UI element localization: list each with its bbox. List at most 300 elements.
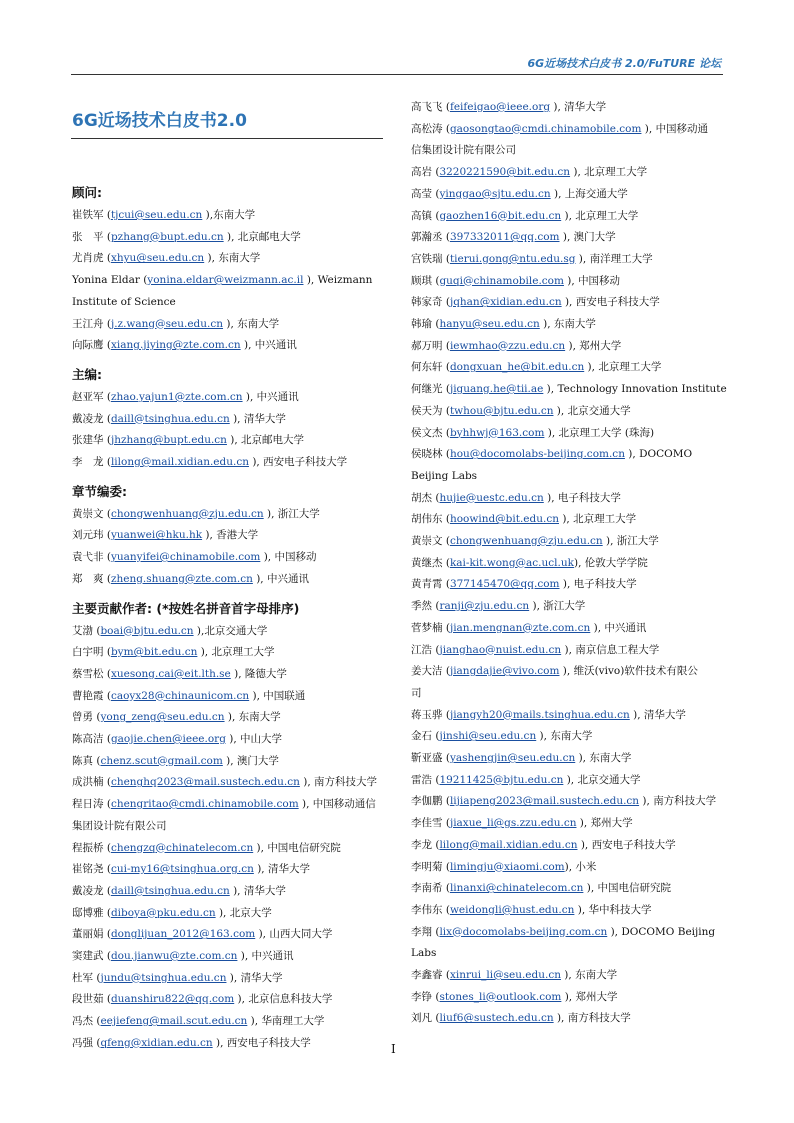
email-link[interactable]: bym@bit.edu.cn [110,646,198,659]
contributor-entry [411,165,647,179]
document-title: 6G近场技术白皮书2.0 [72,111,247,131]
contributor-entry [411,708,686,722]
contributor-entry [72,433,304,447]
contributor-name: 郑 爽 [72,572,104,585]
email-link[interactable]: lijiapeng2023@mail.sustech.edu.cn [449,795,640,808]
email-link[interactable]: xiang.jiying@zte.com.cn [110,339,241,352]
paren-open: ( [103,434,111,447]
email-link[interactable]: dou.jianwu@zte.com.cn [110,950,238,962]
contributor-name: 雷浩 [411,773,432,786]
contributor-name: 赵亚军 [72,390,104,403]
contributor-entry [72,841,341,855]
affiliation: ),北京交通大学 [193,624,268,637]
contributor-name: 杜军 [72,971,93,984]
paren-open: ( [442,621,450,634]
contributor-entry [411,664,698,678]
email-link[interactable]: tierui.gong@ntu.edu.sg [449,252,576,265]
contributor-name: 姜大洁 [411,665,443,678]
contributor-entry [411,577,637,591]
email-link[interactable]: lilong@mail.xidian.edu.cn [110,456,249,468]
affiliation: ), 清华大学 [226,971,283,984]
affiliation: ), 东南大学 [539,318,596,330]
contributor-entry [72,971,283,985]
affiliation: ), 南方科技大学 [553,1012,631,1025]
affiliation: ), 中兴通讯 [252,572,309,585]
paren-open: ( [432,643,440,656]
email-link[interactable]: jinshi@seu.edu.cn [439,730,537,743]
affiliation: ), 东南大学 [224,711,281,724]
affiliation: ), 小米 [564,860,597,873]
page-number: I [391,1042,396,1056]
contributor-name: 张 平 [72,230,104,243]
contributor-name: 黄青霄 [411,578,443,591]
affiliation: ), 南方科技大学 [299,776,377,789]
email-link[interactable]: 19211425@bjtu.edu.cn [439,773,564,786]
contributor-entry [411,382,727,396]
paren-open: ( [93,711,101,724]
email-link[interactable]: feifeigao@ieee.org [449,101,551,113]
email-link[interactable]: gaozhen16@bit.edu.cn [439,209,562,222]
email-link[interactable]: 397332011@qq.com [449,231,560,244]
affiliation: ), 清华大学 [229,884,286,897]
email-link[interactable]: pzhang@bupt.edu.cn [110,230,224,243]
paren-open: ( [442,101,450,113]
contributor-entry [411,925,715,939]
section-heading: 章节编委: [72,483,127,499]
contributor-name: 李 龙 [72,456,104,468]
email-link[interactable]: yashengjin@seu.edu.cn [449,752,576,764]
email-link[interactable]: jiangyh20@mails.tsinghua.edu.cn [449,708,630,721]
paren-open: ( [432,838,440,851]
paren-open: ( [103,798,111,811]
contributor-entry [411,599,585,613]
contributor-entry [411,773,640,787]
contributor-entry [411,230,616,244]
affiliation-continuation: Institute of Science [72,295,176,308]
contributor-entry [411,621,646,635]
contributor-name: 侯晓林 [411,448,443,461]
paren-open: ( [103,252,111,265]
contributor-name: 董丽娟 [72,928,104,941]
contributor-name: 江浩 [411,643,432,656]
paren-open: ( [103,646,111,659]
paren-open: ( [432,187,440,200]
email-link[interactable]: donglijuan_2012@163.com [110,928,256,941]
contributor-name: 蒋玉骅 [411,708,443,721]
email-link[interactable]: jianghao@nuist.edu.cn [439,643,562,656]
contributor-entry [72,550,316,564]
paren-open: ( [432,1012,440,1025]
contributor-name: 刘元玮 [72,529,104,542]
header-rule [71,74,723,75]
paren-open: ( [442,665,450,678]
email-link[interactable]: hujie@uestc.edu.cn [439,491,544,504]
email-link[interactable]: twhou@bjtu.edu.cn [449,404,554,417]
email-link[interactable]: dongxuan_he@bit.edu.cn [449,361,585,374]
contributor-name: 高镇 [411,209,432,222]
paren-open: ( [103,733,111,745]
affiliation: ), 清华大学 [550,101,607,113]
affiliation: ), 西安电子科技大学 [577,838,676,851]
affiliation: ), 郑州大学 [561,990,618,1003]
contributor-entry [411,794,716,808]
affiliation: ), 中国移动通 [641,122,709,135]
contributor-entry [411,643,659,657]
affiliation: ), DOCOMO [624,448,693,461]
affiliation: ), 北京交通大学 [563,773,641,786]
affiliation-continuation: Labs [411,947,437,960]
affiliation-continuation: 信集团设计院有限公司 [411,144,516,157]
contributor-name: Yonina Eldar [72,274,140,287]
email-link[interactable]: xhyu@seu.edu.cn [110,252,205,265]
email-link[interactable]: lilong@mail.xidian.edu.cn [439,838,578,851]
affiliation: ), 浙江大学 [602,535,659,547]
affiliation: ), 山西大同大学 [255,928,333,941]
contributor-name: 李明菊 [411,860,443,873]
contributor-entry [411,534,659,548]
email-link[interactable]: iewmhao@zzu.edu.cn [449,339,566,352]
contributor-entry [411,122,708,136]
contributor-entry [411,404,631,418]
contributor-name: 崔铁军 [72,209,104,221]
running-header: 6G近场技术白皮书 2.0/FuTURE 论坛 [527,57,721,70]
contributor-entry [72,667,287,681]
affiliation: ), 中兴通讯 [237,950,294,962]
contributor-name: 冯强 [72,1036,93,1049]
contributor-name: 李佳雪 [411,817,443,830]
paren-open: ( [442,860,450,873]
email-link[interactable]: daill@tsinghua.edu.cn [110,884,230,897]
contributor-name: 侯文杰 [411,426,443,439]
paren-open: ( [93,1015,101,1028]
contributor-name: 窦建武 [72,950,104,962]
affiliation: ), 南洋理工大学 [575,252,653,265]
affiliation: ), 北京大学 [215,906,272,919]
paren-open: ( [442,556,450,569]
email-link[interactable]: linanxi@chinatelecom.cn [449,882,584,895]
contributor-entry [72,273,372,287]
contributor-name: 蔡雪松 [72,667,104,680]
email-link[interactable]: stones_li@outlook.com [439,990,562,1003]
email-link[interactable]: gaosongtao@cmdi.chinamobile.com [449,122,642,135]
email-link[interactable]: lix@docomolabs-beijing.com.cn [439,925,608,938]
affiliation: ), 东南大学 [536,730,593,743]
paren-open: ( [442,578,450,591]
paren-open: ( [103,884,111,897]
contributor-name: 尤肖虎 [72,252,104,265]
contributor-entry [72,624,267,638]
affiliation: ), 澳门大学 [222,754,279,767]
contributor-entry [72,572,309,586]
email-link[interactable]: tjcui@seu.edu.cn [110,209,203,221]
paren-open: ( [442,535,450,547]
affiliation: ), 北京信息科技大学 [234,993,333,1006]
email-link[interactable]: jian.mengnan@zte.com.cn [449,621,591,634]
email-link[interactable]: limingju@xiaomi.com [449,860,565,873]
affiliation: ), 香港大学 [202,529,259,542]
title-rule [71,138,383,139]
email-link[interactable]: yuanyifei@chinamobile.com [110,551,261,564]
contributor-entry [411,751,631,765]
email-link[interactable]: caoyx28@chinaunicom.cn [110,689,250,702]
contributor-name: 菅梦楠 [411,621,443,634]
affiliation: ), 北京邮电大学 [223,230,301,243]
contributor-entry [411,903,652,917]
contributor-entry [72,251,260,265]
email-link[interactable]: kai-kit.wong@ac.ucl.uk [449,556,574,569]
affiliation: ), 中国联通 [249,689,306,702]
contributor-entry [72,862,310,876]
email-link[interactable]: jiguang.he@tii.ae [449,383,544,396]
email-link[interactable]: chengritao@cmdi.chinamobile.com [110,798,299,811]
contributor-entry [72,317,279,331]
affiliation: ), 西安电子科技大学 [249,456,348,468]
affiliation: ), 东南大学 [223,317,280,330]
contributor-entry [72,412,286,426]
affiliation: ), Technology Innovation Institute [543,383,727,396]
paren-open: ( [442,252,450,265]
contributor-name: 王江舟 [72,317,104,330]
email-link[interactable]: gaojie.chen@ieee.org [110,733,226,745]
contributor-entry [72,754,279,768]
paren-open: ( [442,882,450,895]
paren-open: ( [103,209,111,221]
contributor-entry [411,360,661,374]
contributor-name: 侯天为 [411,404,443,417]
contributor-name: 崔铭尧 [72,863,104,876]
contributor-name: 程振桥 [72,841,104,854]
contributor-name: 李鑫睿 [411,969,443,981]
email-link[interactable]: jqhan@xidian.edu.cn [449,296,562,309]
paren-open: ( [432,209,440,222]
paren-open: ( [432,773,440,786]
affiliation: ), 伦敦大学学院 [573,556,648,569]
email-link[interactable]: liuf6@sustech.edu.cn [439,1012,554,1025]
paren-open: ( [442,969,450,981]
paren-open: ( [103,950,111,962]
email-link[interactable]: eejiefeng@mail.scut.edu.cn [100,1015,248,1028]
contributor-name: 李伟东 [411,903,443,916]
contributor-name: 靳亚盛 [411,752,443,764]
paren-open: ( [442,752,450,764]
affiliation: ), 清华大学 [253,863,310,876]
email-link[interactable]: cui-my16@tsinghua.org.cn [110,863,254,876]
paren-open: ( [442,404,450,417]
email-link[interactable]: 377145470@qq.com [449,578,560,591]
paren-open: ( [103,993,111,1006]
paren-open: ( [103,317,111,330]
paren-open: ( [442,903,450,916]
email-link[interactable]: hanyu@seu.edu.cn [439,318,540,330]
paren-open: ( [442,122,450,135]
paren-open: ( [442,339,450,352]
contributor-name: 胡伟东 [411,513,443,526]
paren-open: ( [442,426,450,439]
affiliation: ), 中兴通讯 [240,339,297,352]
paren-open: ( [93,754,101,767]
contributor-entry [72,455,347,469]
email-link[interactable]: chongwenhuang@zju.edu.cn [449,535,603,547]
contributor-name: 白宇明 [72,646,104,659]
email-link[interactable]: xuesong.cai@eit.lth.se [110,667,231,680]
email-link[interactable]: xinrui_li@seu.edu.cn [449,969,561,981]
contributor-entry [411,968,617,982]
contributor-entry [411,556,648,570]
affiliation: ), 北京理工大学 (珠海) [544,426,655,439]
contributor-name: 戴凌龙 [72,884,104,897]
paren-open: ( [442,383,450,396]
section-heading: 主编: [72,366,102,382]
contributor-name: 黄继杰 [411,556,443,569]
affiliation: ), 中山大学 [225,733,283,745]
email-link[interactable]: qfeng@xidian.edu.cn [100,1036,213,1049]
contributor-name: 曹艳霞 [72,689,104,702]
email-link[interactable]: hou@docomolabs-beijing.com.cn [449,448,625,461]
affiliation: ), 中国移动 [563,274,621,287]
affiliation: ), 中国电信研究院 [583,882,671,895]
contributor-entry [411,491,621,505]
contributor-entry [411,426,654,440]
paren-open: ( [103,390,111,403]
paren-open: ( [103,863,111,876]
email-link[interactable]: duanshiru822@qq.com [110,993,235,1006]
affiliation: ), 中国移动 [260,551,317,564]
paren-open: ( [103,412,111,425]
email-link[interactable]: j.z.wang@seu.edu.cn [110,317,224,330]
paren-open: ( [432,166,440,179]
contributor-name: 黄崇文 [72,507,104,520]
contributor-entry [411,447,692,461]
paren-open: ( [442,513,450,526]
paren-open: ( [103,841,111,854]
affiliation: ), 清华大学 [629,708,686,721]
paren-open: ( [103,339,111,352]
contributor-entry [72,992,332,1006]
contributor-entry [72,528,258,542]
contributor-entry [72,906,272,920]
email-link[interactable]: chenghq2023@mail.sustech.edu.cn [110,776,300,789]
contributor-entry [72,927,332,941]
contributor-name: 曾勇 [72,711,93,724]
paren-open: ( [442,448,450,461]
contributor-entry [411,274,620,288]
email-link[interactable]: zheng.shuang@zte.com.cn [110,572,253,585]
affiliation: ), 华南理工大学 [247,1015,325,1028]
affiliation: ), 北京理工大学 [584,361,662,374]
paren-open: ( [442,817,450,830]
contributor-entry [411,252,653,266]
affiliation: ), 西安电子科技大学 [561,296,660,309]
email-link[interactable]: yonina.eldar@weizmann.ac.il [147,274,304,287]
email-link[interactable]: jiangdajie@vivo.com [449,665,560,678]
affiliation: ), 北京理工大学 [559,513,637,526]
contributor-entry [411,209,638,223]
email-link[interactable]: zhao.yajun1@zte.com.cn [110,390,243,403]
affiliation: ), 浙江大学 [529,600,586,613]
contributor-name: 李南希 [411,882,443,895]
contributor-entry [411,729,592,743]
email-link[interactable]: jhzhang@bupt.edu.cn [110,434,227,447]
paren-open: ( [432,600,440,613]
contributor-entry [411,100,606,114]
email-link[interactable]: yinggao@sjtu.edu.cn [439,187,551,200]
contributor-name: 韩家奇 [411,296,443,309]
email-link[interactable]: guqi@chinamobile.com [439,274,564,287]
email-link[interactable]: yong_zeng@seu.edu.cn [100,711,225,724]
email-link[interactable]: daill@tsinghua.edu.cn [110,412,230,425]
affiliation: ), 浙江大学 [263,507,320,520]
paren-open: ( [442,231,450,244]
contributor-name: 李翔 [411,925,432,938]
contributor-name: 袁弋非 [72,551,104,564]
affiliation: ), 上海交通大学 [550,187,628,200]
contributor-name: 刘凡 [411,1012,432,1025]
email-link[interactable]: chongwenhuang@zju.edu.cn [110,507,264,520]
affiliation: ), 维沃(vivo)软件技术有限公 [559,665,698,678]
affiliation-continuation: 集团设计院有限公司 [72,819,167,832]
email-link[interactable]: yuanwei@hku.hk [110,529,203,542]
email-link[interactable]: diboya@pku.edu.cn [110,906,216,919]
email-link[interactable]: jundu@tsinghua.edu.cn [100,971,227,984]
contributor-entry [411,317,596,331]
email-link[interactable]: chenz.scut@gmail.com [100,754,223,767]
contributor-name: 季然 [411,600,432,613]
contributor-entry [72,1014,324,1028]
paren-open: ( [442,708,450,721]
paren-open: ( [432,274,440,287]
email-link[interactable]: jiaxue_li@gs.zzu.edu.cn [449,817,577,830]
affiliation: ), 东南大学 [560,969,618,981]
contributor-name: 顾琪 [411,274,432,287]
paren-open: ( [103,507,111,520]
email-link[interactable]: weidongli@hust.edu.cn [449,903,575,916]
affiliation: ), 隆德大学 [230,667,287,680]
section-heading: 顾问: [72,185,102,200]
affiliation: ), 北京理工大学 [561,209,639,222]
affiliation: ),东南大学 [202,209,256,221]
email-link[interactable]: ranji@zju.edu.cn [439,600,530,613]
affiliation: ), 郑州大学 [576,817,633,830]
contributor-name: 陈真 [72,754,93,767]
contributor-entry [72,797,376,811]
section-heading: 主要贡献作者: (*按姓名拼音首字母排序) [72,600,300,616]
contributor-name: 成洪楠 [72,776,104,789]
contributor-entry [411,512,636,526]
contributor-name: 郝万明 [411,339,443,352]
email-link[interactable]: boai@bjtu.edu.cn [100,624,194,637]
contributor-entry [72,884,286,898]
contributor-name: 高莹 [411,187,432,200]
contributor-name: 胡杰 [411,491,432,504]
affiliation: ), DOCOMO Beijing [607,925,716,938]
email-link[interactable]: hoowind@bit.edu.cn [449,513,559,526]
contributor-name: 程日涛 [72,798,104,811]
paren-open: ( [103,667,111,680]
contributor-name: 黄崇文 [411,535,443,547]
email-link[interactable]: 3220221590@bit.edu.cn [439,166,571,179]
contributor-name: 李龙 [411,838,432,851]
email-link[interactable]: byhhwj@163.com [449,426,545,439]
contributor-entry [72,645,274,659]
affiliation: ), 北京邮电大学 [226,434,305,447]
contributor-entry [411,295,660,309]
contributor-name: 高飞飞 [411,101,443,113]
email-link[interactable]: chengzq@chinatelecom.cn [110,841,254,854]
paren-open: ( [93,971,101,984]
affiliation: ), 电子科技大学 [559,578,637,591]
affiliation: ), 中国电信研究院 [253,841,341,854]
paren-open: ( [103,572,111,585]
